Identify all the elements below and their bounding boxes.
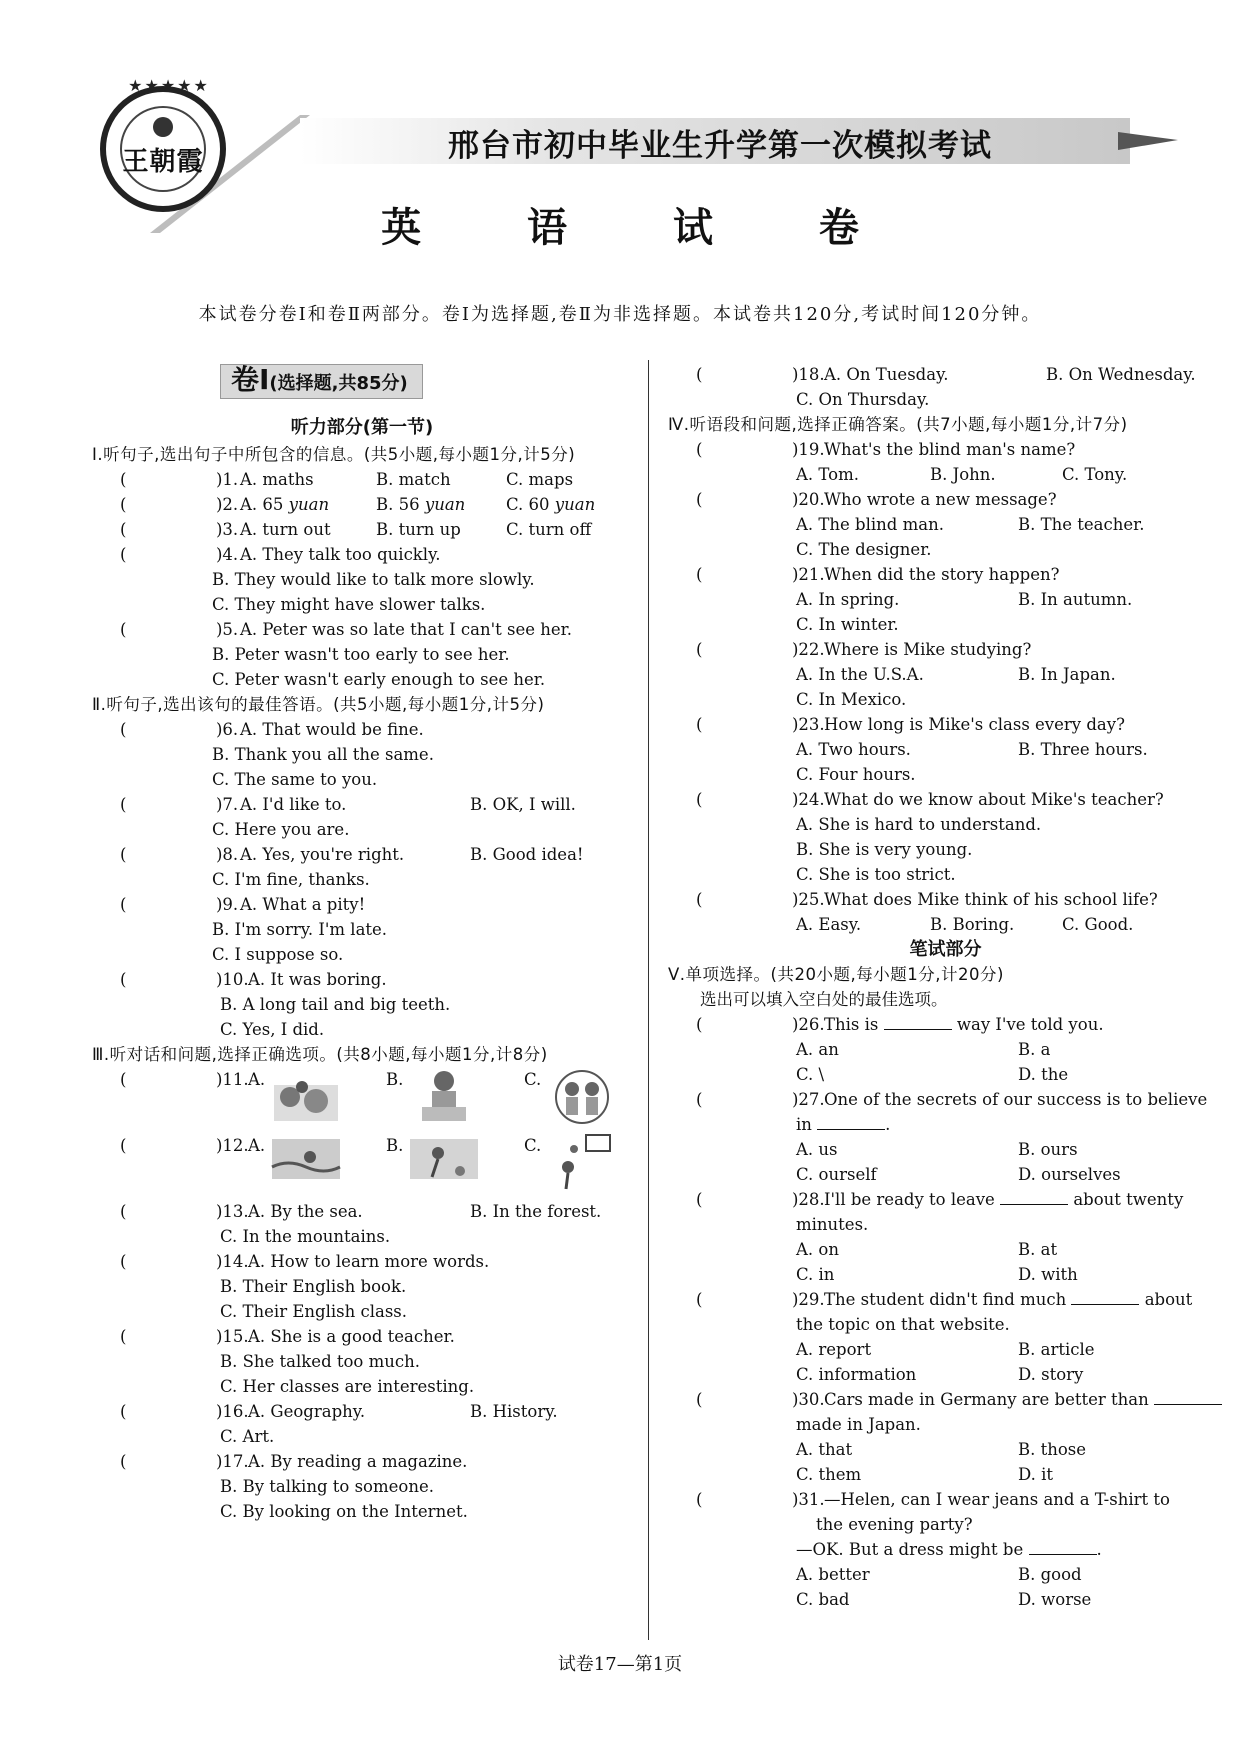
question-number: )12. (216, 1136, 249, 1155)
question-number: )25. (792, 890, 825, 909)
answer-paren[interactable]: ( (120, 1070, 158, 1089)
left-column (92, 362, 632, 1524)
question-stem: How long is Mike's class every day? (824, 715, 1125, 734)
section4-title: Ⅳ.听语段和问题,选择正确答案。(共7小题,每小题1分,计7分) (668, 415, 1128, 434)
question-19 (668, 437, 1223, 487)
option-a: A. Easy. (796, 915, 862, 934)
question-number: )20. (792, 490, 825, 509)
option-c: C. bad (796, 1590, 850, 1609)
answer-paren[interactable]: ( (120, 495, 158, 514)
option-b: B. a (1018, 1040, 1051, 1059)
question-14 (92, 1249, 632, 1324)
question-number: )27. (792, 1090, 825, 1109)
question-number: )9. (216, 895, 239, 914)
question-number: )29. (792, 1290, 825, 1309)
option-b: B. In the forest. (470, 1202, 602, 1221)
option-a: A. She is a good teacher. (248, 1327, 455, 1346)
question-stem: Cars made in Germany are better than (824, 1390, 1149, 1409)
option-b: B. Their English book. (220, 1277, 407, 1296)
section3-title: Ⅲ.听对话和问题,选择正确选项。(共8小题,每小题1分,计8分) (92, 1045, 548, 1064)
answer-paren[interactable]: ( (120, 1452, 158, 1471)
question-30 (668, 1387, 1223, 1487)
option-c: C. them (796, 1465, 862, 1484)
question-2 (92, 492, 632, 517)
option-c: C. maps (506, 470, 574, 489)
question-stem: Who wrote a new message? (824, 490, 1057, 509)
answer-paren[interactable]: ( (696, 565, 734, 584)
question-number: )6. (216, 720, 239, 739)
option-b: B. 56 (376, 495, 420, 514)
option-a: A. The blind man. (796, 515, 944, 534)
option-b: B. Thank you all the same. (212, 745, 434, 764)
option-b: B. On Wednesday. (1046, 365, 1196, 384)
question-stem-cont: minutes. (796, 1215, 869, 1234)
question-4 (92, 542, 632, 617)
option-c: C. I'm fine, thanks. (212, 870, 370, 889)
answer-paren[interactable]: ( (696, 1490, 734, 1509)
question-number: )7. (216, 795, 239, 814)
option-c: C. (524, 1070, 542, 1089)
question-15 (92, 1324, 632, 1399)
answer-paren[interactable]: ( (120, 620, 158, 639)
question-stem-end: . (1096, 1540, 1102, 1559)
section5-title: Ⅴ.单项选择。(共20小题,每小题1分,计20分) (668, 965, 1004, 984)
option-c: C. The designer. (796, 540, 932, 559)
option-c: C. The same to you. (212, 770, 378, 789)
answer-paren[interactable]: ( (696, 1015, 734, 1034)
question-28 (668, 1187, 1223, 1287)
question-stem-cont: in (796, 1115, 812, 1134)
question-number: )18. (792, 365, 825, 384)
option-b: B. good (1018, 1565, 1082, 1584)
question-number: )14. (216, 1252, 249, 1271)
question-number: )1. (216, 470, 239, 489)
answer-paren[interactable]: ( (120, 720, 158, 739)
answer-blank (1029, 1540, 1097, 1555)
option-c: C. ourself (796, 1165, 877, 1184)
option-b: B. turn up (376, 520, 461, 539)
basketball-picture (546, 1133, 618, 1191)
option-c: C. (524, 1136, 542, 1155)
answer-paren[interactable]: ( (696, 640, 734, 659)
question-stem: I'll be ready to leave (824, 1190, 995, 1209)
option-b: B. those (1018, 1440, 1087, 1459)
option-d: D. it (1018, 1465, 1054, 1484)
question-number: )19. (792, 440, 825, 459)
option-a: A. (248, 1136, 266, 1155)
option-a: A. on (796, 1240, 839, 1259)
question-stem-end: about twenty (1073, 1190, 1184, 1209)
option-b: B. at (1018, 1240, 1058, 1259)
question-22 (668, 637, 1223, 712)
answer-paren[interactable]: ( (696, 790, 734, 809)
option-a: A. better (796, 1565, 870, 1584)
option-b: B. (386, 1136, 404, 1155)
option-c: C. In winter. (796, 615, 899, 634)
listening-title: 听力部分(第一节) (290, 417, 434, 438)
option-b: B. article (1018, 1340, 1095, 1359)
question-number: )23. (792, 715, 825, 734)
option-a: A. an (796, 1040, 839, 1059)
question-number: )16. (216, 1402, 249, 1421)
question-stem: One of the secrets of our success is to believe (824, 1090, 1208, 1109)
answer-paren[interactable]: ( (696, 365, 734, 384)
option-b: B. In autumn. (1018, 590, 1133, 609)
portrait-icon (153, 117, 173, 137)
answer-paren[interactable]: ( (696, 890, 734, 909)
question-stem-cont: the evening party? (816, 1515, 973, 1534)
answer-paren[interactable]: ( (120, 470, 158, 489)
option-b: B. ours (1018, 1140, 1078, 1159)
question-stem-end: . (885, 1115, 891, 1134)
option-b: B. She is very young. (796, 840, 973, 859)
option-c: C. She is too strict. (796, 865, 956, 884)
question-8 (92, 842, 632, 892)
option-b: B. History. (470, 1402, 558, 1421)
paper-title: 英 语 试 卷 (381, 205, 905, 251)
option-a: A. How to learn more words. (248, 1252, 490, 1271)
question-10 (92, 967, 632, 1042)
question-stem-end: way I've told you. (956, 1015, 1104, 1034)
question-9 (92, 892, 632, 967)
option-d: D. worse (1018, 1590, 1092, 1609)
question-21 (668, 562, 1223, 637)
option-d: D. ourselves (1018, 1165, 1121, 1184)
option-a: A. Yes, you're right. (240, 845, 405, 864)
question-number: )31. (792, 1490, 825, 1509)
option-a: A. In spring. (796, 590, 900, 609)
question-5 (92, 617, 632, 692)
answer-paren[interactable]: ( (120, 970, 158, 989)
option-a: A. She is hard to understand. (796, 815, 1042, 834)
option-a: A. That would be fine. (240, 720, 424, 739)
star-icons: ★★★★★ (128, 76, 210, 95)
question-stem-cont: made in Japan. (796, 1415, 921, 1434)
option-a: A. By reading a magazine. (248, 1452, 468, 1471)
part1-heading (220, 364, 423, 399)
question-number: )17. (216, 1452, 249, 1471)
question-26 (668, 1012, 1223, 1087)
answer-paren[interactable]: ( (696, 1190, 734, 1209)
question-stem-cont: the topic on that website. (796, 1315, 1010, 1334)
question-7 (92, 792, 632, 842)
option-c: C. On Thursday. (796, 390, 930, 409)
option-b: B. Boring. (930, 915, 1015, 934)
animals-picture (270, 1067, 342, 1125)
question-number: )5. (216, 620, 239, 639)
answer-blank (884, 1015, 952, 1030)
option-c: C. Her classes are interesting. (220, 1377, 475, 1396)
answer-blank (1071, 1290, 1139, 1305)
option-b: B. In Japan. (1018, 665, 1116, 684)
logo-text: 王朝霞 (122, 146, 204, 177)
exam-intro: 本试卷分卷Ⅰ和卷Ⅱ两部分。卷Ⅰ为选择题,卷Ⅱ为非选择题。本试卷共120分,考试时间120分钟。 (198, 304, 1042, 325)
question-number: )10. (216, 970, 249, 989)
part1-main: 卷Ⅰ (231, 363, 270, 396)
two-kids-picture (546, 1067, 618, 1125)
unit: yuan (288, 495, 330, 514)
written-title: 笔试部分 (909, 939, 982, 960)
question-25 (668, 887, 1223, 937)
answer-paren[interactable]: ( (120, 1136, 158, 1155)
answer-paren[interactable]: ( (120, 1402, 158, 1421)
question-stem: What does Mike think of his school life? (824, 890, 1158, 909)
question-1 (92, 467, 632, 492)
option-c: C. By looking on the Internet. (220, 1502, 468, 1521)
question-number: )2. (216, 495, 239, 514)
option-b: B. John. (930, 465, 996, 484)
option-c: C. \ (796, 1065, 825, 1084)
question-stem: When did the story happen? (824, 565, 1060, 584)
option-d: D. the (1018, 1065, 1069, 1084)
option-a: A. Geography. (248, 1402, 366, 1421)
option-a: A. 65 (240, 495, 284, 514)
option-c: C. In the mountains. (220, 1227, 391, 1246)
option-a: A. What a pity! (240, 895, 366, 914)
option-d: D. story (1018, 1365, 1084, 1384)
answer-paren[interactable]: ( (696, 1090, 734, 1109)
section1-title: Ⅰ.听句子,选出句子中所包含的信息。(共5小题,每小题1分,计5分) (92, 445, 576, 464)
option-a: A. Peter was so late that I can't see her. (240, 620, 572, 639)
question-number: )8. (216, 845, 239, 864)
column-divider (648, 360, 649, 1640)
option-b: B. I'm sorry. I'm late. (212, 920, 388, 939)
answer-paren[interactable]: ( (696, 715, 734, 734)
option-c: C. Four hours. (796, 765, 916, 784)
option-c: C. Peter wasn't early enough to see her. (212, 670, 546, 689)
question-11 (92, 1067, 632, 1133)
answer-paren[interactable]: ( (120, 545, 158, 564)
question-12 (92, 1133, 632, 1199)
answer-paren[interactable]: ( (120, 1327, 158, 1346)
option-a: A. Tom. (796, 465, 859, 484)
question-27 (668, 1087, 1223, 1187)
option-a: A. It was boring. (248, 970, 387, 989)
answer-paren[interactable]: ( (120, 520, 158, 539)
option-a: A. Two hours. (796, 740, 911, 759)
question-number: )4. (216, 545, 239, 564)
right-column (668, 362, 1223, 1612)
option-b: B. The teacher. (1018, 515, 1145, 534)
question-23 (668, 712, 1223, 787)
answer-paren[interactable]: ( (120, 1252, 158, 1271)
option-b: B. Three hours. (1018, 740, 1148, 759)
option-a: A. report (796, 1340, 872, 1359)
option-a: A. that (796, 1440, 853, 1459)
option-a: A. By the sea. (248, 1202, 363, 1221)
part1-sub: (选择题,共85分) (269, 373, 408, 394)
option-c: C. Art. (220, 1427, 275, 1446)
question-number: )21. (792, 565, 825, 584)
girl-reading-picture (408, 1067, 480, 1125)
question-stem-reply: —OK. But a dress might be (796, 1540, 1024, 1559)
answer-paren[interactable]: ( (120, 1202, 158, 1221)
option-b: B. By talking to someone. (220, 1477, 434, 1496)
option-c: C. They might have slower talks. (212, 595, 486, 614)
answer-paren[interactable]: ( (696, 1290, 734, 1309)
answer-blank (1154, 1390, 1222, 1405)
question-number: )30. (792, 1390, 825, 1409)
question-number: )15. (216, 1327, 249, 1346)
publisher-logo (100, 76, 226, 212)
question-stem: This is (824, 1015, 879, 1034)
section2-title: Ⅱ.听句子,选出该句的最佳答语。(共5小题,每小题1分,计5分) (92, 695, 545, 714)
question-24 (668, 787, 1223, 887)
option-a: A. In the U.S.A. (796, 665, 924, 684)
section5-note: 选出可以填入空白处的最佳选项。 (700, 990, 948, 1009)
option-c: C. turn off (506, 520, 592, 539)
answer-paren[interactable]: ( (696, 1390, 734, 1409)
unit: yuan (554, 495, 596, 514)
question-stem: Where is Mike studying? (824, 640, 1032, 659)
option-a: A. us (796, 1140, 838, 1159)
question-number: )22. (792, 640, 825, 659)
option-c: C. I suppose so. (212, 945, 344, 964)
option-b: B. A long tail and big teeth. (220, 995, 451, 1014)
answer-paren[interactable]: ( (696, 490, 734, 509)
question-number: )24. (792, 790, 825, 809)
answer-blank (817, 1115, 885, 1130)
option-a: A. turn out (240, 520, 331, 539)
option-b: B. OK, I will. (470, 795, 576, 814)
option-a: A. On Tuesday. (824, 365, 949, 384)
option-c: C. Yes, I did. (220, 1020, 325, 1039)
question-stem: What do we know about Mike's teacher? (824, 790, 1164, 809)
question-number: )28. (792, 1190, 825, 1209)
unit: yuan (424, 495, 466, 514)
option-c: C. Good. (1062, 915, 1134, 934)
option-a: A. maths (240, 470, 314, 489)
option-c: C. Here you are. (212, 820, 350, 839)
question-stem-end: about (1144, 1290, 1193, 1309)
question-number: )3. (216, 520, 239, 539)
swimming-picture (270, 1133, 342, 1191)
option-c: C. 60 (506, 495, 550, 514)
question-3 (92, 517, 632, 542)
option-c: C. information (796, 1365, 917, 1384)
question-6 (92, 717, 632, 792)
question-stem: What's the blind man's name? (824, 440, 1076, 459)
option-a: A. (248, 1070, 266, 1089)
option-d: D. with (1018, 1265, 1078, 1284)
option-b: B. (386, 1070, 404, 1089)
question-13 (92, 1199, 632, 1249)
answer-paren[interactable]: ( (120, 845, 158, 864)
question-number: )13. (216, 1202, 249, 1221)
option-c: C. Tony. (1062, 465, 1128, 484)
question-18 (668, 362, 1223, 412)
page-footer: 试卷17—第1页 (557, 1654, 683, 1675)
option-b: B. Good idea! (470, 845, 584, 864)
option-b: B. They would like to talk more slowly. (212, 570, 535, 589)
option-c: C. In Mexico. (796, 690, 907, 709)
answer-blank (1000, 1190, 1068, 1205)
question-31 (668, 1487, 1223, 1612)
question-number: )11. (216, 1070, 249, 1089)
option-b: B. She talked too much. (220, 1352, 420, 1371)
answer-paren[interactable]: ( (120, 895, 158, 914)
banner-arrow-icon (1118, 132, 1178, 152)
option-c: C. Their English class. (220, 1302, 407, 1321)
question-stem: The student didn't find much (824, 1290, 1067, 1309)
question-17 (92, 1449, 632, 1524)
question-stem: —Helen, can I wear jeans and a T-shirt to (824, 1490, 1170, 1509)
question-29 (668, 1287, 1223, 1387)
option-a: A. They talk too quickly. (240, 545, 441, 564)
option-b: B. Peter wasn't too early to see her. (212, 645, 510, 664)
question-20 (668, 487, 1223, 562)
option-b: B. match (376, 470, 451, 489)
question-16 (92, 1399, 632, 1449)
option-a: A. I'd like to. (240, 795, 347, 814)
exam-title: 邢台市初中毕业生升学第一次模拟考试 (448, 128, 992, 164)
answer-paren[interactable]: ( (120, 795, 158, 814)
football-picture (408, 1133, 480, 1191)
question-number: )26. (792, 1015, 825, 1034)
answer-paren[interactable]: ( (696, 440, 734, 459)
option-c: C. in (796, 1265, 835, 1284)
